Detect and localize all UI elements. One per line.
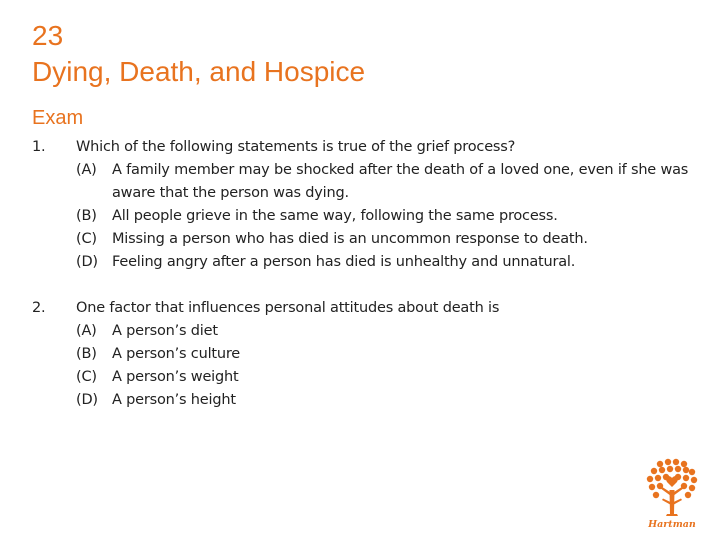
answer-option-b	[76, 343, 692, 366]
answer-option-b	[76, 205, 692, 228]
question-number: 2.	[32, 300, 46, 316]
answer-option-a	[76, 159, 692, 205]
answer-option-a	[76, 320, 692, 343]
option-letter: (D)	[76, 392, 98, 408]
answer-option-c	[76, 228, 692, 251]
option-letter: (B)	[76, 208, 97, 224]
chapter-number: 23	[32, 20, 64, 51]
option-text: A person’s height	[112, 392, 236, 408]
question-2	[32, 297, 692, 412]
question-body	[76, 136, 692, 274]
option-letter: (A)	[76, 162, 97, 178]
question-1	[32, 136, 692, 274]
question-text: One factor that influences personal attitudes about death is	[76, 300, 500, 316]
question-body	[76, 297, 692, 412]
page-title	[32, 18, 365, 90]
chapter-title: Dying, Death, and Hospice	[32, 56, 366, 87]
answer-option-c	[76, 366, 692, 389]
option-letter: (A)	[76, 323, 97, 339]
option-text: Missing a person who has died is an uncommon response to death.	[112, 231, 588, 247]
option-letter: (B)	[76, 346, 97, 362]
question-text: Which of the following statements is true of the grief process?	[76, 139, 516, 155]
hartman-logo	[640, 456, 704, 532]
question-list	[32, 136, 692, 435]
option-text: A person’s diet	[112, 323, 218, 339]
logo-text: Hartman	[648, 519, 696, 530]
answer-option-d	[76, 389, 692, 412]
option-letter: (C)	[76, 231, 97, 247]
answer-option-d	[76, 251, 692, 274]
question-number: 1.	[32, 139, 46, 155]
option-text: A person’s weight	[112, 369, 239, 385]
option-letter: (D)	[76, 254, 98, 270]
option-text: All people grieve in the same way, following the same process.	[112, 208, 558, 224]
option-text: A family member may be shocked after the death of a loved one, even if she was aware that the person was dying.	[112, 162, 689, 201]
heart-tree-icon	[647, 459, 697, 516]
section-title: Exam	[32, 107, 84, 129]
option-letter: (C)	[76, 369, 97, 385]
option-text: A person’s culture	[112, 346, 241, 362]
option-text: Feeling angry after a person has died is unhealthy and unnatural.	[112, 254, 576, 270]
